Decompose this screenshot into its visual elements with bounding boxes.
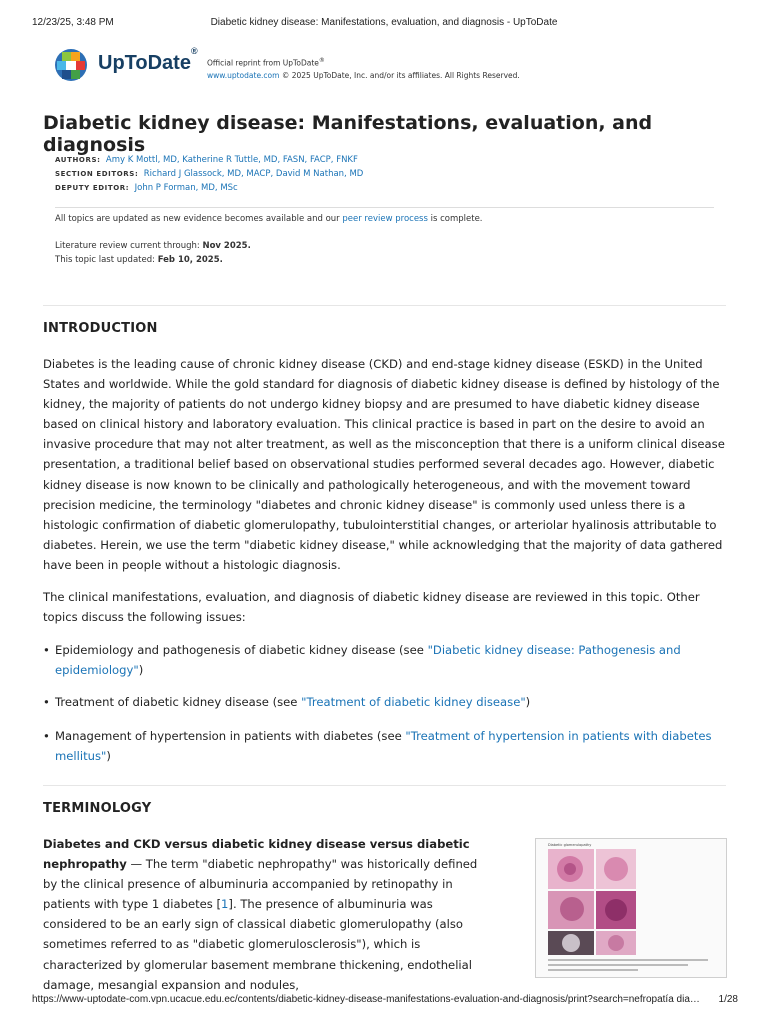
bullet-icon: • [43, 695, 50, 709]
deputy-editor-link[interactable]: John P Forman, MD, MSc [134, 183, 238, 193]
list-item: • Management of hypertension in patients with diabetes (see "Treatment of hypertension in patients with diabetes mellitus") [43, 726, 725, 766]
divider [55, 207, 714, 208]
topic-link-treatment[interactable]: "Treatment of diabetic kidney disease" [301, 695, 526, 709]
credits [55, 153, 363, 195]
terminology-paragraph: Diabetes and CKD versus diabetic kidney disease versus diabetic nephropathy — The term "diabetic nephropathy" was historically defined by the clinical presence of albuminuria accompanied by retinopathy in patients with type 1 diabetes [1]. The presence of albuminuria was considered to be an early sign of classical diabetic glomerulopathy (also sometimes referred to as "diabetic glomerulosclerosis"), which is characterized by glomerular basement membrane thickening, endothelial damage, mesangial expansion and nodules, [43, 837, 478, 992]
update-notice: All topics are updated as new evidence becomes available and our peer review process is complete. [55, 214, 483, 224]
peer-review-link[interactable]: peer review process [342, 214, 428, 224]
brand-name: UpToDate® [98, 46, 198, 74]
section-editors-link[interactable]: Richard J Glassock, MD, MACP, David M Nathan, MD [143, 169, 364, 179]
histology-panel-e [548, 931, 594, 955]
section-editors-label: SECTION EDITORS: [55, 170, 139, 178]
authors-label: AUTHORS: [55, 156, 101, 164]
bullet-icon: • [43, 643, 50, 657]
section-heading-introduction: INTRODUCTION [43, 321, 158, 336]
terminology-lead: Diabetes and CKD versus diabetic kidney disease versus diabetic nephropathy [43, 837, 470, 872]
histology-panel-f [596, 931, 636, 955]
figure-caption-line [548, 964, 688, 966]
deputy-editor-label: DEPUTY EDITOR: [55, 184, 130, 192]
histology-panel-b [596, 849, 636, 889]
print-url: https://www-uptodate-com.vpn.ucacue.edu.ec/contents/diabetic-kidney-disease-manifestations-evaluation-and-diagnosis/print?search=nefropatía dia… [32, 994, 700, 1005]
print-header [0, 17, 768, 33]
uptodate-logo-icon [54, 48, 88, 82]
bullet-icon: • [43, 729, 50, 743]
figure-caption-line [548, 959, 708, 961]
last-updated-date: Feb 10, 2025. [157, 255, 223, 265]
uptodate-site-link[interactable]: www.uptodate.com [207, 70, 280, 80]
divider [43, 785, 726, 786]
figure-thumbnail[interactable] [535, 838, 727, 978]
histology-panel-d [596, 891, 636, 929]
list-item: • Epidemiology and pathogenesis of diabetic kidney disease (see "Diabetic kidney disease: Pathogenesis and epidemiology") [43, 640, 725, 680]
authors-link[interactable]: Amy K Mottl, MD, Katherine R Tuttle, MD, FASN, FACP, FNKF [105, 155, 358, 165]
section-heading-terminology: TERMINOLOGY [43, 801, 152, 816]
histology-panel-a [548, 849, 594, 889]
reference-link[interactable]: 1 [221, 897, 229, 912]
topic-link-pathogenesis[interactable]: "Diabetic kidney disease: Pathogenesis and epidemiology" [55, 643, 681, 678]
topic-link-hypertension[interactable]: "Treatment of hypertension in patients with diabetes mellitus" [55, 729, 712, 764]
figure-caption-line [548, 969, 638, 971]
histology-panel-c [548, 891, 594, 929]
intro-paragraph-2: The clinical manifestations, evaluation, and diagnosis of diabetic kidney disease are reviewed in this topic. Other topics discuss the following issues: [43, 590, 700, 625]
intro-paragraph-1: Diabetes is the leading cause of chronic kidney disease (CKD) and end-stage kidney disease (ESKD) in the United States and worldwide. While the gold standard for diagnosis of diabetic kidney disease is defined by histology of the kidney, the majority of patients do not undergo kidney biopsy and are presumed to have diabetic kidney disease based on clinical history and laboratory evaluation. This clinical practice is based in part on the desire to avoid an invasive procedure that may not alter treatment, as well as the misconception that there is a uniform clinical disease presentation, a traditional belief based on observational studies performed several decades ago. However, diabetic kidney disease is now known to be clinically and pathologically heterogeneous, and with the movement toward precision medicine, the terminology "diabetes and chronic kidney disease" is commonly used unless there is a histologic confirmation of diabetic glomerulopathy, tubulointerstitial changes, or arteriolar hyalinosis attributable to diabetes. Herein, we use the term "diabetic kidney disease," while acknowledging that the majority of data gathered have been in people without a histologic diagnosis. [43, 357, 725, 572]
lit-review-date: Nov 2025. [202, 241, 251, 251]
print-datetime: 12/23/25, 3:48 PM [32, 17, 114, 28]
list-item: • Treatment of diabetic kidney disease (see "Treatment of diabetic kidney disease") [43, 692, 725, 712]
print-footer [0, 994, 768, 1008]
divider [43, 305, 726, 306]
print-title: Diabetic kidney disease: Manifestations, evaluation, and diagnosis - UpToDate [210, 17, 558, 28]
page-title: Diabetic kidney disease: Manifestations, evaluation, and diagnosis [43, 112, 653, 156]
review-dates: Literature review current through: Nov 2025. This topic last updated: Feb 10, 2025. [55, 241, 251, 265]
page-number: 1/28 [718, 994, 738, 1005]
figure-title: Diabetic glomerulopathy [548, 843, 592, 847]
reprint-notice: Official reprint from UpToDate® www.uptodate.com © 2025 UpToDate, Inc. and/or its affiliates. All Rights Reserved. [207, 57, 520, 80]
